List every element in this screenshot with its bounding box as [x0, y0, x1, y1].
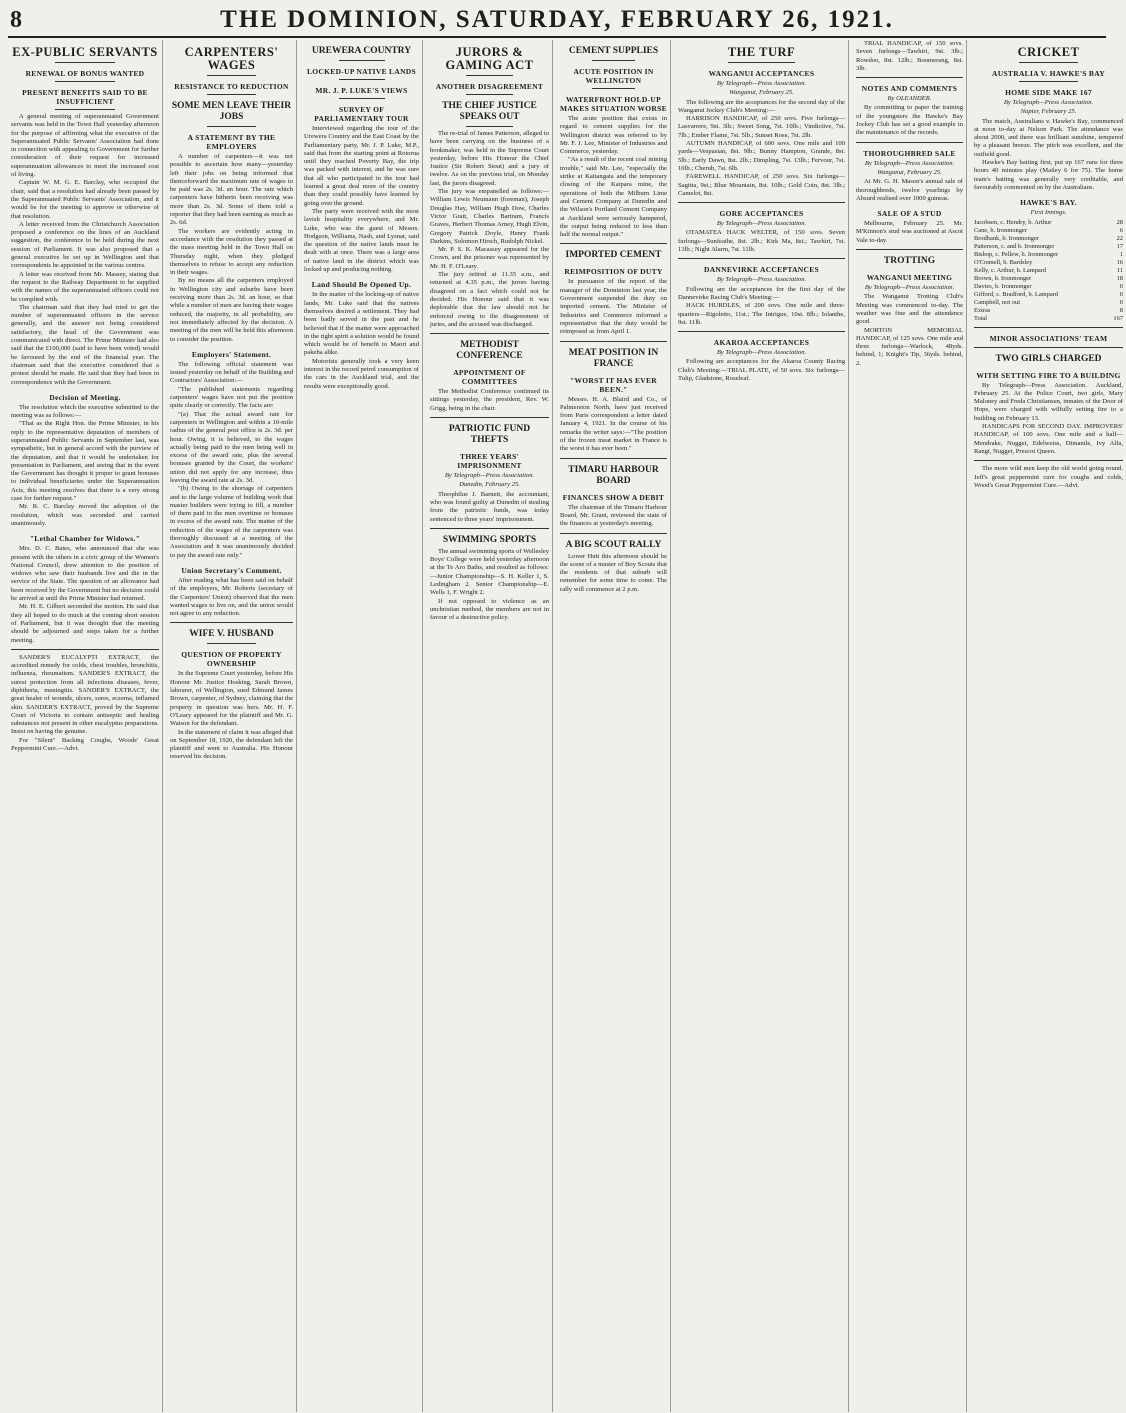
- subheadline: QUESTION OF PROPERTY OWNERSHIP: [181, 650, 282, 669]
- section-heading: AKAROA ACCEPTANCES: [713, 338, 810, 348]
- dateline: By Telegraph—Press Association.: [864, 284, 955, 292]
- article-paragraph: The acute position that exists in regard to cement supplies for the Wellington district was referred to by Mr. F. J. Lee, Minister of Industries and Commerce, yesterday.: [560, 115, 667, 156]
- article-paragraph: MORTON MEMORIAL HANDICAP, of 125 sovs. One mile and three furlongs—Warlock, 48yds. behind, 1; Knight's Tip, 36yds. behind, 2.: [856, 326, 963, 367]
- batsman-runs: 167: [1113, 314, 1123, 322]
- masthead: [8, 4, 1106, 38]
- article-paragraph: Hawke's Bay batting first, put up 167 runs for three hours 40 minutes play (Mailey 6 for 75). The home team's batting was generally very creditable, and favourably commented on by the Australians.: [974, 159, 1123, 191]
- section-heading: DANNEVIRKE ACCEPTANCES: [703, 265, 820, 275]
- article-paragraph: The chairman of the Timaru Harbour Board, Mr. Grant, reviewed the state of the finances at yesterday's meeting.: [560, 503, 667, 528]
- article-paragraph: The match, Australians v. Hawke's Bay, commenced at noon to-day at Nelson Park. The attendance was about 2000, and there was brilliant sunshine, tempered by a pleasant breeze. The pitch was excellent, and the outfield good.: [974, 117, 1123, 158]
- article-paragraph: OTAMATEA HACK WELTER, of 150 sovs. Seven furlongs—Sunfeathe, 8st. 2lb.; Kirk Ma, 8st.; Tawhiri, 7st. 13lb.; Night Alarm, 7st. 11lb.: [678, 229, 845, 254]
- batsman-name: Gifford, c. Bradford, b. Lampard: [974, 290, 1058, 298]
- article-paragraph: In the Supreme Court yesterday, before His Honour Mr. Justice Hosking, Sarah Brown, labourer, of Wellington, sued Edmund James Brown, carpenter, of Sydney, claiming that the property in question was hers. Mr. H. F. O'Leary appeared for the plaintiff and Mr. G. Watson for the defendant.: [170, 670, 293, 728]
- dateline: By Telegraph—Press Association.: [864, 159, 955, 167]
- article-paragraph: Captain W. M. G. E. Barclay, who occupied the chair, said that a resolution had already been passed by the Superannuated Public Servants' Association, and it would be for the meeting to approve or otherwise of that resolution.: [11, 179, 159, 220]
- batsman-runs: 28: [1116, 218, 1123, 226]
- article-paragraph: A letter was received from Mr. Massey, stating that the request to the Railway Department to be supplied with the names of the superannuated officers could not be complied with.: [11, 270, 159, 303]
- batsman-name: Extras: [974, 306, 991, 314]
- column-carpenters-wages: [167, 40, 297, 1412]
- column-cement-supplies: [557, 40, 671, 1412]
- article-paragraph: The jury was empanelled as follows:—William Lewis Neumann (foreman), Joseph Douglas Hay, William Hugh Dow, Charles Victor Gratt, Charles Bartram, Francis Graves, Herbert Thomas Arney, Hugh Elvin, Gregory Patrick Doyle, Henry Frank Darkins, Solomon Hirsch, Rudolph Nickel.: [430, 188, 549, 245]
- section-heading: HAWKE'S BAY.: [1020, 198, 1077, 208]
- subheadline: WANGANUI MEETING: [866, 273, 953, 283]
- article-paragraph: "That as the Right Hon. the Prime Minister, in his reply to the representative deputation of members of superannuated Public Servants in September last, was sympathetic, but in general accord with the purview of the deputation, and that it would be undertaken for presentation to Parliament, and seeing that in the event the Government has thought it proper to grant bonuses to individual beneficiaries under the Superannuation Acts, this meeting resolves that there is a very strong case for further request.": [11, 420, 159, 503]
- section-subheading: First Innings.: [1030, 209, 1067, 217]
- article-paragraph: Following are the acceptances for the first day of the Dannevirke Racing Club's Meeting:—: [678, 285, 845, 301]
- subheadline: "WORST IT HAS EVER BEEN.": [569, 375, 658, 394]
- subheadline: MR. J. P. LUKE'S VIEWS: [315, 86, 408, 95]
- batsman-runs: 22: [1116, 234, 1123, 242]
- subheadline: SURVEY OF PARLIAMENTARY TOUR: [314, 105, 409, 123]
- dateline: By Telegraph—Press Association.: [1003, 99, 1094, 106]
- dateline: By Telegraph—Press Association.: [716, 276, 807, 284]
- subheadline: RESISTANCE TO REDUCTION: [174, 82, 289, 91]
- section-heading: Land Should Be Opened Up.: [311, 280, 412, 290]
- article-paragraph: HACK HURDLES, of 200 sovs. One mile and three-quarters—Rigoletto, 11st.; The Intrigue, 10st. 8lb.; Iolanthe, 9st. 11lb.: [678, 302, 845, 326]
- article-paragraph: In pursuance of the report of the manager of the Dominion last year, the Government suspended the duty on imported cement. The Minister of Industries and Commerce informed a representative that the duty would be reimposed as from April 1.: [560, 278, 667, 336]
- section-heading: MINOR ASSOCIATIONS' TEAM: [989, 333, 1108, 343]
- headline: WIFE V. HUSBAND: [189, 629, 274, 640]
- subheadline: WITH SETTING FIRE TO A BUILDING: [976, 370, 1121, 380]
- scorecard-row: [974, 283, 1123, 291]
- article-paragraph: TRIAL HANDICAP, of 150 sovs. Seven furlongs—Tawhiri, 9st. 3lb.; Rowdoo, 8st. 12lb.; Boomerang, 8st. 3lb.: [856, 40, 963, 72]
- article-paragraph: A number of carpenters—it was not possible to ascertain how many—yesterday left their jobs on being informed that thenceforward the maximum rate of wages to be paid was 2s. 3d. an hour. The rate which carpenters have hitherto been receiving was more than 2s. 3d. Some of them told a reporter that they had been earning as much as 2s. 6d.: [170, 153, 293, 227]
- subheadline: HOME SIDE MAKE 167: [1005, 88, 1092, 97]
- headline: EX-PUBLIC SERVANTS: [12, 45, 158, 59]
- batsman-name: Cane, b. Ironmonger: [974, 226, 1027, 234]
- article-paragraph: A letter received from the Christchurch Association proposed a conference on the lines of an Auckland suggestion, the conference to be held during the next session of Parliament. It was also proposed that a general executive be set up in Wellington and that correspondents be appointed in the various centres.: [11, 220, 159, 270]
- advertisement: SANDER'S EUCALYPTI EXTRACT, the accredited remedy for colds, chest troubles, bronchitis, influenza, rheumatism. SANDER'S EXTRACT, the surest protection from all infections diseases, fever, diphtheria, meningitis. SANDER'S EXTRACT, the great healer of wounds, ulcers, sores, eczema, inflamed skin. SANDER'S EXTRACT, proved by the Supreme Court of Victoria to contain antiseptic and healing substances not present in other eucalyptus preparations. Insist on having the genuine.: [11, 653, 159, 736]
- batsman-name: Jacobsen, c. Hendry, b. Arthur: [974, 218, 1052, 226]
- batsman-runs: 0: [1119, 290, 1123, 298]
- column-ex-public-servants: [8, 40, 163, 1412]
- article-paragraph: Mr. H. E. Gilbert seconded the motion. He said that they all hoped to do much at the coming short session of Parliament, but it was thought that the meeting should be adjourned and steps taken for a further meeting.: [11, 603, 159, 644]
- batsman-name: Kelly, c. Arthur, b. Lampard: [974, 266, 1047, 274]
- article-paragraph: Messrs. H. A. Blaird and Co., of Palmerston North, have just received from Paris correspondent a letter dated January 4, 1921. In the course of his remarks the writer says:—"The position of the frozen meat market in France is the worst it has ever been.": [560, 395, 667, 453]
- subheadline: THREE YEARS' IMPRISONMENT: [457, 452, 522, 471]
- article-paragraph: HANDICAPS FOR SECOND DAY. IMPROVERS' HANDICAP, of 100 sovs. One mile and a half—Mendrake, Nugget, Edelweiss, Dimantle, Ivy Alfa, Rangi, Nugget, Prescot Queen.: [974, 423, 1123, 455]
- section-heading: "Lethal Chamber for Widows.": [29, 534, 141, 544]
- article-paragraph: Mrs. D. C. Bates, who announced that she was present with the others in a civic group of the Women's National Council, drew attention to the position of widows who saw their husbands live and die in the service of the State. The question of an allowance had been received by the Government but no decision could be arrived at until the Prime Minister had returned.: [11, 545, 159, 603]
- subheadline: REIMPOSITION OF DUTY: [564, 267, 663, 277]
- article-paragraph: AUTUMN HANDICAP, of 600 sovs. One mile and 100 yards—Vespasian, 8st. 9lb.; Bunny Hampton, Grande, 8st. 5lb.; Early Dawn, 8st. 2lb.; Dimpling, 7st. 13lb.; Fervour, 7st. 10lb.; Cherub, 7st. 6lb.: [678, 140, 845, 172]
- article-paragraph: The workers are evidently acting in accordance with the resolution they passed at the mass meeting held in the Town Hall on Thursday night, when they pledged themselves to refuse to accept any reduction in their wages.: [170, 227, 293, 277]
- headline: A BIG SCOUT RALLY: [565, 539, 662, 550]
- article-paragraph: Mr. R. C. Barclay moved the adoption of the resolution, which was seconded and carried unanimously.: [11, 503, 159, 527]
- article-paragraph: The following are the acceptances for the second day of the Wanganui Jockey Club's Meeting:—: [678, 98, 845, 114]
- article-paragraph: "As a result of the recent coal mining trouble," said Mr. Lee, "especially the strike at Kaitangata and the temporary closing of the Kaipara mine, the operations of both the Milburn Lime and Cement Company at Dunedin and the Wilson's Portland Cement Company at Auckland were seriously hampered, the output being reduced to less than half the normal output.": [560, 156, 667, 239]
- scorecard-row: [974, 259, 1123, 267]
- subheadline: RENEWAL OF BONUS WANTED: [25, 69, 145, 78]
- byline: By OLEANDER.: [887, 95, 932, 103]
- article-paragraph: After reading what has been said on behalf of the employers, Mr. Roberts (secretary of the Carpenters' Union) observed that the men wanted wages to live on, and the union would not agree to any reduction.: [170, 576, 293, 618]
- section-heading: Union Secretary's Comment.: [181, 565, 282, 575]
- dateline: By Telegraph—Press Association.: [716, 80, 807, 87]
- batsman-runs: 0: [1119, 298, 1123, 306]
- article-paragraph: "(a) That the actual award rate for carpenters in Wellington and within a 10-mile radius of the general post office is 2s. 3d. per hour. Owing, it is believed, to the wages actually being paid to the men being well in excess of the award rate, plus the several bonuses granted by the Court, the workers' union did not apply for any increase, thus leaving the award rate at 2s. 3d.: [170, 410, 293, 484]
- columns: [8, 40, 1123, 1412]
- newspaper-title: THE DOMINION, SATURDAY, FEBRUARY 26, 1921.: [220, 6, 894, 33]
- article-paragraph: At Mr. G. H. Mason's annual sale of thoroughbreds, twelve yearlings by Absurd realised over 1000 guineas.: [856, 178, 963, 202]
- page-number: 8: [10, 7, 22, 33]
- headline: PATRIOTIC FUND THEFTS: [448, 424, 531, 446]
- article-paragraph: Melbourne, February 25. Mr. M'Kinnon's stud was auctioned at Ascot Vale to-day.: [856, 220, 963, 244]
- scorecard-table: [974, 219, 1123, 323]
- headline: MEAT POSITION IN FRANCE: [568, 347, 659, 369]
- headline: TROTTING: [883, 256, 936, 267]
- batsman-name: Bishop, c. Pellew, b. Ironmonger: [974, 250, 1059, 258]
- dateline: Dunedin, February 25.: [459, 481, 520, 489]
- headline: METHODIST CONFERENCE: [456, 340, 523, 362]
- batsman-name: Brodbank, b. Ironmonger: [974, 234, 1039, 242]
- section-heading: Decision of Meeting.: [49, 392, 121, 402]
- subheadline: WANGANUI ACCEPTANCES: [708, 69, 815, 78]
- article-paragraph: The jury retired at 11.35 a.m., and returned at 4.35 p.m., the jurors having disagreed on a fact which could not be decided. His Honour said that it was deplorable that the law should not be enforced owing to the disagreement of juries, and the accused was discharged.: [430, 271, 549, 328]
- batsman-runs: 11: [1116, 266, 1123, 274]
- column-cricket: [971, 40, 1126, 1412]
- headline: SWIMMING SPORTS: [442, 534, 537, 545]
- subheadline: AUSTRALIA V. HAWKE'S BAY: [992, 69, 1105, 78]
- batsman-name: Patterson, c. and b. Ironmonger: [974, 242, 1055, 250]
- headline: CEMENT SUPPLIES: [568, 46, 659, 56]
- headline: THE TURF: [727, 45, 796, 59]
- dateline: Wanganui, February 25.: [877, 168, 942, 176]
- article-paragraph: The resolution which the executive submitted to the meeting was as follows:—: [11, 403, 159, 420]
- batsman-runs: 18: [1116, 274, 1123, 282]
- scorecard-row: [974, 227, 1123, 235]
- article-paragraph: Following are acceptances for the Akaroa County Racing Club's Meeting:—TRIAL PLATE, of 50 sovs. Six furlongs—Tulip, Gladstone, Roseleaf.: [678, 358, 845, 383]
- scorecard-row: [974, 299, 1123, 307]
- column-urewera-country: [301, 40, 423, 1412]
- article-paragraph: HARRISON HANDICAP, of 250 sovs. Five furlongs—Lasvarrere, 9st. 3lb.; Sweet Song, 7st. 10lb.; Vindictive, 7st. 7lb.; Ember Flame, 7st. 5lb.; Sunset Rose, 7st. 2lb.: [678, 115, 845, 139]
- batsman-runs: 16: [1116, 258, 1123, 266]
- section-heading: Employers' Statement.: [191, 349, 272, 359]
- subheadline: LOCKED-UP NATIVE LANDS: [307, 67, 416, 76]
- subheadline: ACUTE POSITION IN WELLINGTON: [573, 67, 654, 85]
- subheadline: A STATEMENT BY THE EMPLOYERS: [187, 133, 276, 151]
- advertisement: The more wild men keep the old world going round. Jeff's great peppermint cure for coughs and colds, Wood's Great Peppermint Cure.—Advt.: [974, 465, 1123, 489]
- subheadline: WATERFRONT HOLD-UP MAKES SITUATION WORSE: [560, 95, 667, 113]
- article-paragraph: Interviewed regarding the tour of the Urewera Country and the East Coast by the Parliamentary party, Mr. J. P. Luke, M.P., said that from the starting point at Rotorua until they reached Poverty Bay, the trip was packed with interest, and he was sure that all who participated in the tour had learned a great deal more of the country than they could possibly have learned by going over the ground.: [304, 125, 419, 207]
- scorecard-row: [974, 291, 1123, 299]
- dateline: By Telegraph—Press Association.: [716, 220, 807, 228]
- batsman-name: Campbell, not out: [974, 298, 1020, 306]
- article-paragraph: Theophilus J. Barnett, the accountant, who was found guilty at Dunedin of stealing from the patriotic funds, was today sentenced to three years' imprisonment.: [430, 490, 549, 523]
- column-jurors-gaming-act: [427, 40, 553, 1412]
- subheadline: FINANCES SHOW A DEBIT: [562, 492, 665, 502]
- section-heading: NOTES AND COMMENTS: [861, 84, 958, 94]
- article-paragraph: The re-trial of James Patterson, alleged to have been carrying on the business of a bookmaker, was held in the Supreme Court yesterday, before His Honour the Chief Justice (Sir Robert Stout) and a jury of twelve. As on the previous trial, on Monday last, the jurors disagreed.: [430, 130, 549, 187]
- scorecard-row: [974, 307, 1123, 315]
- headline: IMPORTED CEMENT: [565, 250, 662, 261]
- article-paragraph: "The published statements regarding carpenters' wages have not put the position quite clearly or correctly. The facts are:: [170, 385, 293, 410]
- column-turf-continued: [853, 40, 967, 1412]
- section-heading: GORE ACCEPTANCES: [719, 209, 804, 219]
- article-paragraph: A general meeting of superannuated Government servants was held in the Town Hall yesterday afternoon for the purpose of affirming what the executive of the Superannuated Public Servants' Association had done in connection with appealing to Government for further consideration of their request for increased superannuation allowances to meet the increased cost of living.: [11, 113, 159, 179]
- dateline: By Telegraph—Press Association.: [716, 349, 807, 357]
- article-paragraph: In the statement of claim it was alleged that on September 18, 1920, the defendant left the plaintiff and went to Australia. His Honour reserved his decision.: [170, 728, 293, 761]
- section-heading: SALE OF A STUD: [877, 209, 942, 219]
- article-paragraph: "(b) Owing to the shortage of carpenters and to the large volume of building work that master builders were trying to fill, a number of them paid to the men overtime or bonuses in excess of the award rate. The matter of the reduction of the wages of the carpenters was thoroughly discussed at a meeting of the Association and it was unanimously decided to pay the award rate only.": [170, 485, 293, 559]
- subheadline: SOME MEN LEAVE THEIR JOBS: [171, 101, 292, 122]
- scorecard-row: [974, 251, 1123, 259]
- subheadline: THE CHIEF JUSTICE SPEAKS OUT: [442, 101, 537, 122]
- scorecard-row: [974, 219, 1123, 227]
- scorecard-row: [974, 267, 1123, 275]
- batsman-runs: 17: [1116, 242, 1123, 250]
- batsman-name: O'Connell, b. Bardsley: [974, 258, 1033, 266]
- article-paragraph: The Wanganui Trotting Club's Meeting was commenced to-day. The weather was fine and the attendance good.: [856, 293, 963, 326]
- article-paragraph: If not opposed to violence as an unchristian method, the members are not in favour of a destructive policy.: [430, 597, 549, 622]
- batsman-runs: 8: [1119, 306, 1123, 314]
- article-paragraph: Mr. P. S. K. Macassey appeared for the Crown, and the prisoner was represented by Mr. H. F. O'Leary.: [430, 246, 549, 270]
- batsman-name: Brown, b. Ironmonger: [974, 274, 1032, 282]
- batsman-runs: 1: [1119, 250, 1123, 258]
- article-paragraph: By no means all the carpenters employed in Wellington city and suburbs have been receiving more than 2s. 3d. an hour, so that while a number of men are having their wages reduced, the majority, in all probability, are not immediately affected by the decision. A meeting of the men will be held this afternoon to consider the position.: [170, 277, 293, 343]
- article-paragraph: The party were received with the most lavish hospitality everywhere, and Mr. Luke, who was the guest of Messrs. Hodgson, Williams, Nash, and Lysnar, said the question of the native lands must be dealt with at once. There was a large area of native land in the district which was locked up and producing nothing.: [304, 207, 419, 274]
- batsman-name: Total: [974, 314, 988, 322]
- article-paragraph: By committing to paper the training of the youngsters the Hawke's Bay Jockey Club has set a good example in the maintenance of the records.: [856, 104, 963, 137]
- article-paragraph: The following official statement was issued yesterday on behalf of the Building and Contractors' Association:—: [170, 360, 293, 385]
- batsman-runs: 6: [1119, 226, 1123, 234]
- section-heading: THOROUGHBRED SALE: [863, 148, 956, 158]
- column-the-turf: [675, 40, 849, 1412]
- batsman-name: Davies, b. Ironmonger: [974, 282, 1032, 290]
- dateline: By Telegraph—Press Association.: [444, 472, 535, 480]
- article-paragraph: FAREWELL HANDICAP, of 250 sovs. Six furlongs—Sagitta, 9st.; Blue Mountain, 8st. 10lb.; Gold Coin, 8st. 3lb.; Camelot, 8st.: [678, 173, 845, 197]
- batsman-runs: 0: [1119, 282, 1123, 290]
- headline: TIMARU HARBOUR BOARD: [568, 464, 659, 486]
- dateline: Napier, February 25.: [1020, 108, 1077, 116]
- subheadline: APPOINTMENT OF COMMITTEES: [453, 368, 526, 387]
- headline: JURORS & GAMING ACT: [445, 45, 534, 72]
- article-paragraph: The chairman said that they had tried to get the number of superannuated officers in the service generally, and the answer not being considered satisfactory, the head of the Government was communicated with direct. The Prime Minister had also said that the £100,000 (said to have been voted) would be favoured by the end of the financial year. The chairman said that the executive considered that a protest should be made. He said that they had been in correspondence with the Government.: [11, 303, 159, 386]
- scorecard-row: [974, 243, 1123, 251]
- headline: CRICKET: [1017, 45, 1080, 59]
- subheadline: PRESENT BENEFITS SAID TO BE INSUFFICIENT: [22, 88, 148, 106]
- article-paragraph: The annual swimming sports of Wellesley Boys' College were held yesterday afternoon at the Te Aro Baths, and resulted as follows:—Junior Championship—S. H. Keller 1, S. Ledingham 2. Senior Championship—E. Wells 1, F. Wright 2.: [430, 547, 549, 597]
- scorecard-row: [974, 315, 1123, 323]
- article-paragraph: Lower Hutt this afternoon should be the scene of a muster of Boy Scouts that the residents of that suburb will remember for some time to come. The rally will commence at 2 p.m.: [560, 552, 667, 593]
- headline: UREWERA COUNTRY: [311, 46, 412, 56]
- article-paragraph: The Methodist Conference continued its sittings yesterday, the president, Rev. W. Grigg, being in the chair.: [430, 388, 549, 412]
- article-paragraph: By Telegraph—Press Association. Auckland, February 25. At the Police Court, two girls, Mary Maloney and Freda Christiansen, inmates of the Door of Hope, were charged with wilfully setting fire to a building on February 13.: [974, 381, 1123, 422]
- headline: TWO GIRLS CHARGED: [995, 353, 1102, 364]
- headline: CARPENTERS' WAGES: [184, 45, 279, 72]
- scorecard-row: [974, 235, 1123, 243]
- subheadline: ANOTHER DISAGREEMENT: [435, 82, 544, 91]
- dateline: Wanganui, February 25.: [729, 89, 794, 97]
- article-paragraph: Motorists generally took a very keen interest in the record petrol consumption of the cars in the Auckland trial, and the results were exceptionally good.: [304, 357, 419, 390]
- article-paragraph: In the matter of the locking-up of native lands, Mr. Luke said that the natives themselves desired a settlement. They had been badly served in the past and he believed that if the matter were approached in the right spirit a solution would be found which would be of benefit to Maori and pakeha alike.: [304, 291, 419, 357]
- advertisement: For "Silent" Backing Coughs, Woods' Great Peppermint Cure.—Advt.: [11, 736, 159, 753]
- scorecard-row: [974, 275, 1123, 283]
